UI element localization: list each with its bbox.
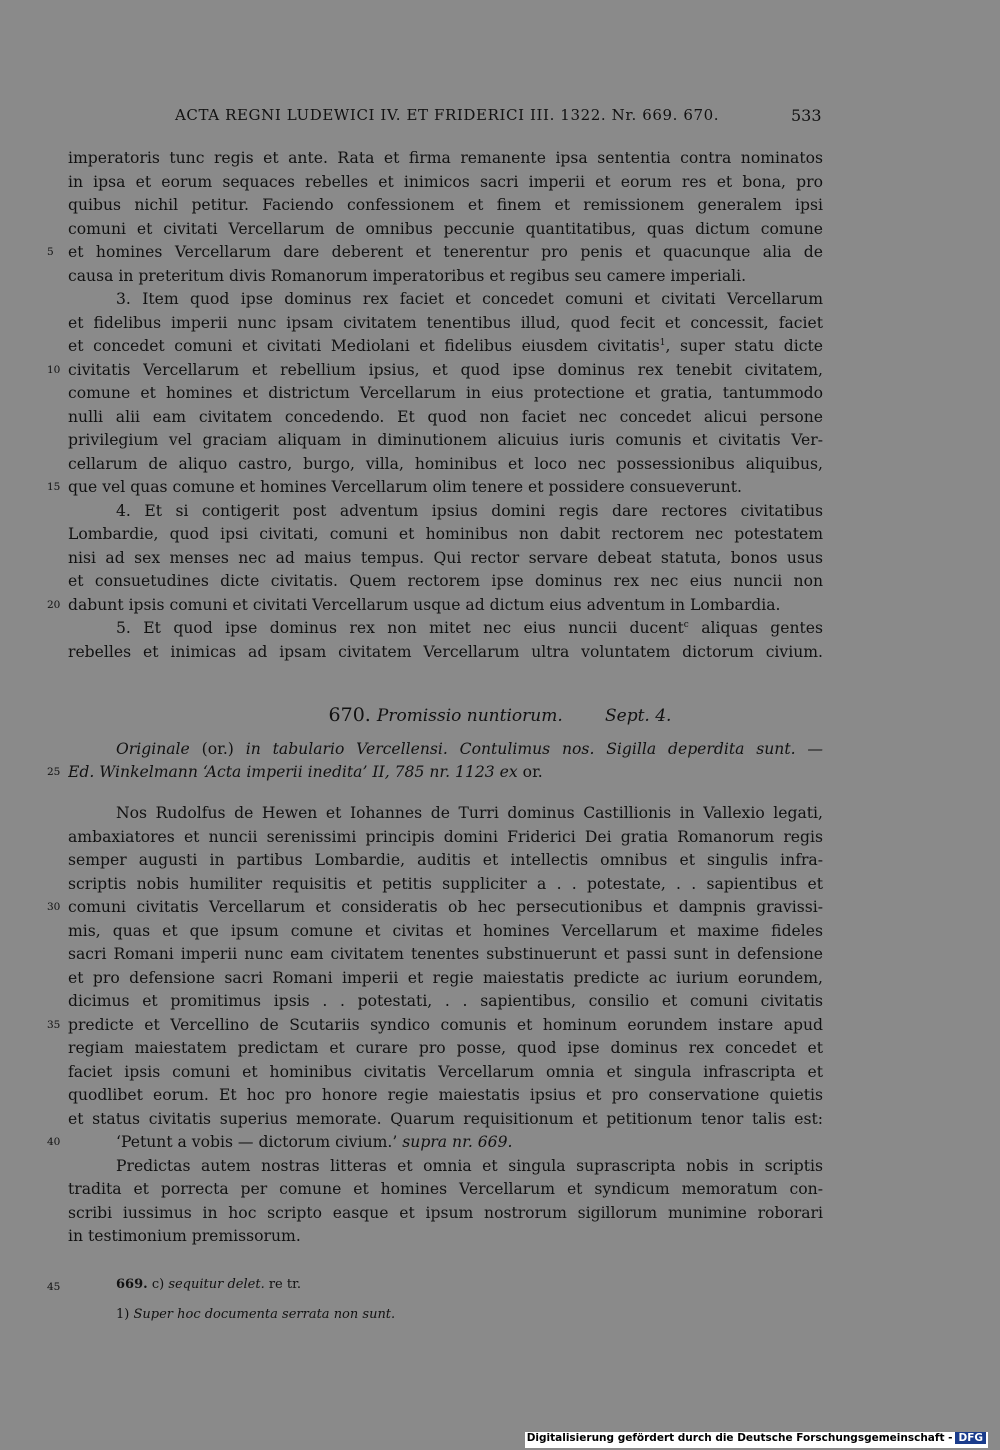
text-line: mis, quas et que ipsum comune et civitas et homines Vercellarum et maxime fideles	[68, 922, 823, 940]
document-number: 670.	[328, 704, 371, 726]
text-fragment: Ed. Winkelmann ‘Acta imperii inedita’ II, 785 nr. 1123 ex	[68, 763, 518, 781]
text-fragment: aliquas gentes	[688, 619, 823, 637]
text-fragment: ‘Petunt a vobis — dictorum civium.’	[116, 1133, 398, 1151]
text-line: scribi iussimus in hoc scripto easque et ipsum nostrorum sigillorum munimine roborari	[68, 1204, 823, 1222]
text-line: dabunt ipsis comuni et civitati Vercellarum usque ad dictum eius adventum in Lombardia.	[68, 596, 781, 614]
text-line: comune et homines et districtum Vercellarum in eius protectione et gratia, tantummodo	[68, 384, 823, 402]
document-date: Sept. 4.	[605, 706, 672, 726]
footnote-text: re tr.	[264, 1277, 302, 1292]
text-fragment: (or.)	[201, 740, 234, 758]
text-line: Nos Rudolfus de Hewen et Iohannes de Turri dominus Castillionis in Vallexio legati,	[116, 804, 823, 822]
text-line: faciet ipsis comuni et hominibus civitatis Vercellarum omnia et singula infrascripta et	[68, 1063, 823, 1081]
text-line	[116, 617, 823, 640]
footnote-1	[116, 1305, 395, 1325]
text-line: civitatis Vercellarum et rebellium ipsius, et quod ipse dominus rex tenebit civitatem,	[68, 361, 823, 379]
text-line: et status civitatis superius memorate. Quarum requisitionum et petitionum tenor talis est:	[68, 1110, 823, 1128]
footnote-mark: 1)	[116, 1307, 130, 1322]
source-note-line	[116, 738, 823, 761]
line-number: 40	[47, 1136, 61, 1148]
text-line	[68, 335, 823, 358]
text-line: scriptis nobis humiliter requisitis et petitis suppliciter a . . potestate, . . sapientibus et	[68, 875, 823, 893]
footer-text: Digitalisierung gefördert durch die Deutsche Forschungsgemeinschaft -	[526, 1432, 953, 1444]
text-line: ambaxiatores et nuncii serenissimi principis domini Friderici Dei gratia Romanorum regis	[68, 828, 823, 846]
footnote-doc-number: 669.	[116, 1277, 148, 1292]
text-line: comuni civitatis Vercellarum et consideratis ob hec persecutionibus et dampnis gravissi-	[68, 898, 823, 916]
text-fragment: supra nr. 669.	[397, 1133, 513, 1151]
footnote-text: sequitur delet.	[168, 1277, 265, 1292]
line-number: 45	[47, 1281, 61, 1293]
line-number: 35	[47, 1019, 61, 1031]
text-line: causa in preteritum divis Romanorum imperatoribus et regibus seu camere imperiali.	[68, 267, 747, 285]
text-fragment: in tabulario Vercellensi. Contulimus nos. Sigilla deperdita sunt. —	[245, 740, 823, 758]
text-line: et homines Vercellarum dare deberent et tenerentur pro penis et quacunque alia de	[68, 243, 823, 261]
text-line: semper augusti in partibus Lombardie, auditis et intellectis omnibus et singulis infra-	[68, 851, 823, 869]
line-number: 25	[47, 766, 61, 778]
text-fragment: , super statu dicte	[665, 337, 823, 355]
text-line: sacri Romani imperii nunc eam civitatem tenentes substinuerunt et passi sunt in defensione	[68, 945, 823, 963]
text-line: tradita et porrecta per comune et homines Vercellarum et syndicum memoratum con-	[68, 1180, 823, 1198]
text-line: rebelles et inimicas ad ipsam civitatem Vercellarum ultra voluntatem dictorum civium.	[68, 643, 823, 661]
funding-footer	[525, 1432, 988, 1448]
page-number: 533	[791, 106, 822, 125]
dfg-logo: DFG	[955, 1432, 986, 1444]
text-line: in testimonium premissorum.	[68, 1227, 301, 1245]
footnote-c	[116, 1275, 301, 1295]
text-line: in ipsa et eorum sequaces rebelles et inimicos sacri imperii et eorum res et bona, pro	[68, 173, 823, 191]
text-line: privilegium vel graciam aliquam in diminutionem alicuius iuris comunis et civitatis Ver-	[68, 431, 823, 449]
line-number: 20	[47, 599, 61, 611]
text-fragment: or.	[517, 763, 543, 781]
running-head	[0, 106, 1000, 130]
footnote-text: Super hoc documenta serrata non sunt.	[133, 1307, 396, 1322]
text-line: comuni et civitati Vercellarum de omnibus peccunie quantitatibus, quas dictum comune	[68, 220, 823, 238]
text-line: regiam maiestatem predictam et curare pro posse, quod ipse dominus rex concedet et	[68, 1039, 823, 1057]
footnote-ref: 1	[659, 337, 666, 348]
text-line: imperatoris tunc regis et ante. Rata et firma remanente ipsa sententia contra nominatos	[68, 149, 823, 167]
text-line: 3. Item quod ipse dominus rex faciet et concedet comuni et civitati Vercellarum	[116, 290, 823, 308]
text-line: que vel quas comune et homines Vercellarum olim tenere et possidere consueverunt.	[68, 478, 742, 496]
line-number: 30	[47, 901, 61, 913]
text-fragment: Originale	[116, 740, 190, 758]
text-line: cellarum de aliquo castro, burgo, villa, hominibus et loco nec possessionibus aliquibus,	[68, 455, 823, 473]
text-fragment: et concedet comuni et civitati Mediolani et fidelibus eiusdem civitatis	[68, 337, 660, 355]
line-number: 15	[47, 481, 61, 493]
text-line: dicimus et promitimus ipsis . . potestati, . . sapientibus, consilio et comuni civitatis	[68, 992, 823, 1010]
line-number: 10	[47, 364, 61, 376]
text-line: et fidelibus imperii nunc ipsam civitatem tenentibus illud, quod fecit et concessit, faciet	[68, 314, 823, 332]
text-line: predicte et Vercellino de Scutariis syndico comunis et hominum eorundem instare apud	[68, 1016, 823, 1034]
text-line: Predictas autem nostras litteras et omnia et singula suprascripta nobis in scriptis	[116, 1157, 823, 1175]
text-line: et pro defensione sacri Romani imperii et regie maiestatis predicte ac iurium eorundem,	[68, 969, 823, 987]
footnote-ref: c	[683, 619, 689, 630]
line-number: 5	[47, 246, 54, 258]
running-head-title: ACTA REGNI LUDEWICI IV. ET FRIDERICI III. 1322. Nr. 669. 670.	[175, 106, 720, 124]
text-line: quodlibet eorum. Et hoc pro honore regie maiestatis ipsius et pro conservatione quietis	[68, 1086, 823, 1104]
text-line: nulli alii eam civitatem concedendo. Et quod non faciet nec concedet alicui persone	[68, 408, 823, 426]
text-fragment: 5. Et quod ipse dominus rex non mitet nec eius nuncii ducent	[116, 619, 684, 637]
text-line: Lombardie, quod ipsi civitati, comuni et hominibus non dabit rectorem nec potestatem	[68, 525, 823, 543]
source-note-line	[68, 761, 823, 784]
document-title: Promissio nuntiorum.	[376, 706, 563, 726]
text-line: quibus nichil petitur. Faciendo confessionem et finem et remissionem generalem ipsi	[68, 196, 823, 214]
text-line	[116, 1131, 823, 1154]
text-line: et consuetudines dicte civitatis. Quem rectorem ipse dominus rex nec eius nuncii non	[68, 572, 823, 590]
text-line: 4. Et si contigerit post adventum ipsius domini regis dare rectores civitatibus	[116, 502, 823, 520]
footnote-mark: c)	[151, 1277, 165, 1292]
text-line: nisi ad sex menses nec ad maius tempus. Qui rector servare debeat statuta, bonos usus	[68, 549, 823, 567]
document-heading	[0, 704, 1000, 732]
